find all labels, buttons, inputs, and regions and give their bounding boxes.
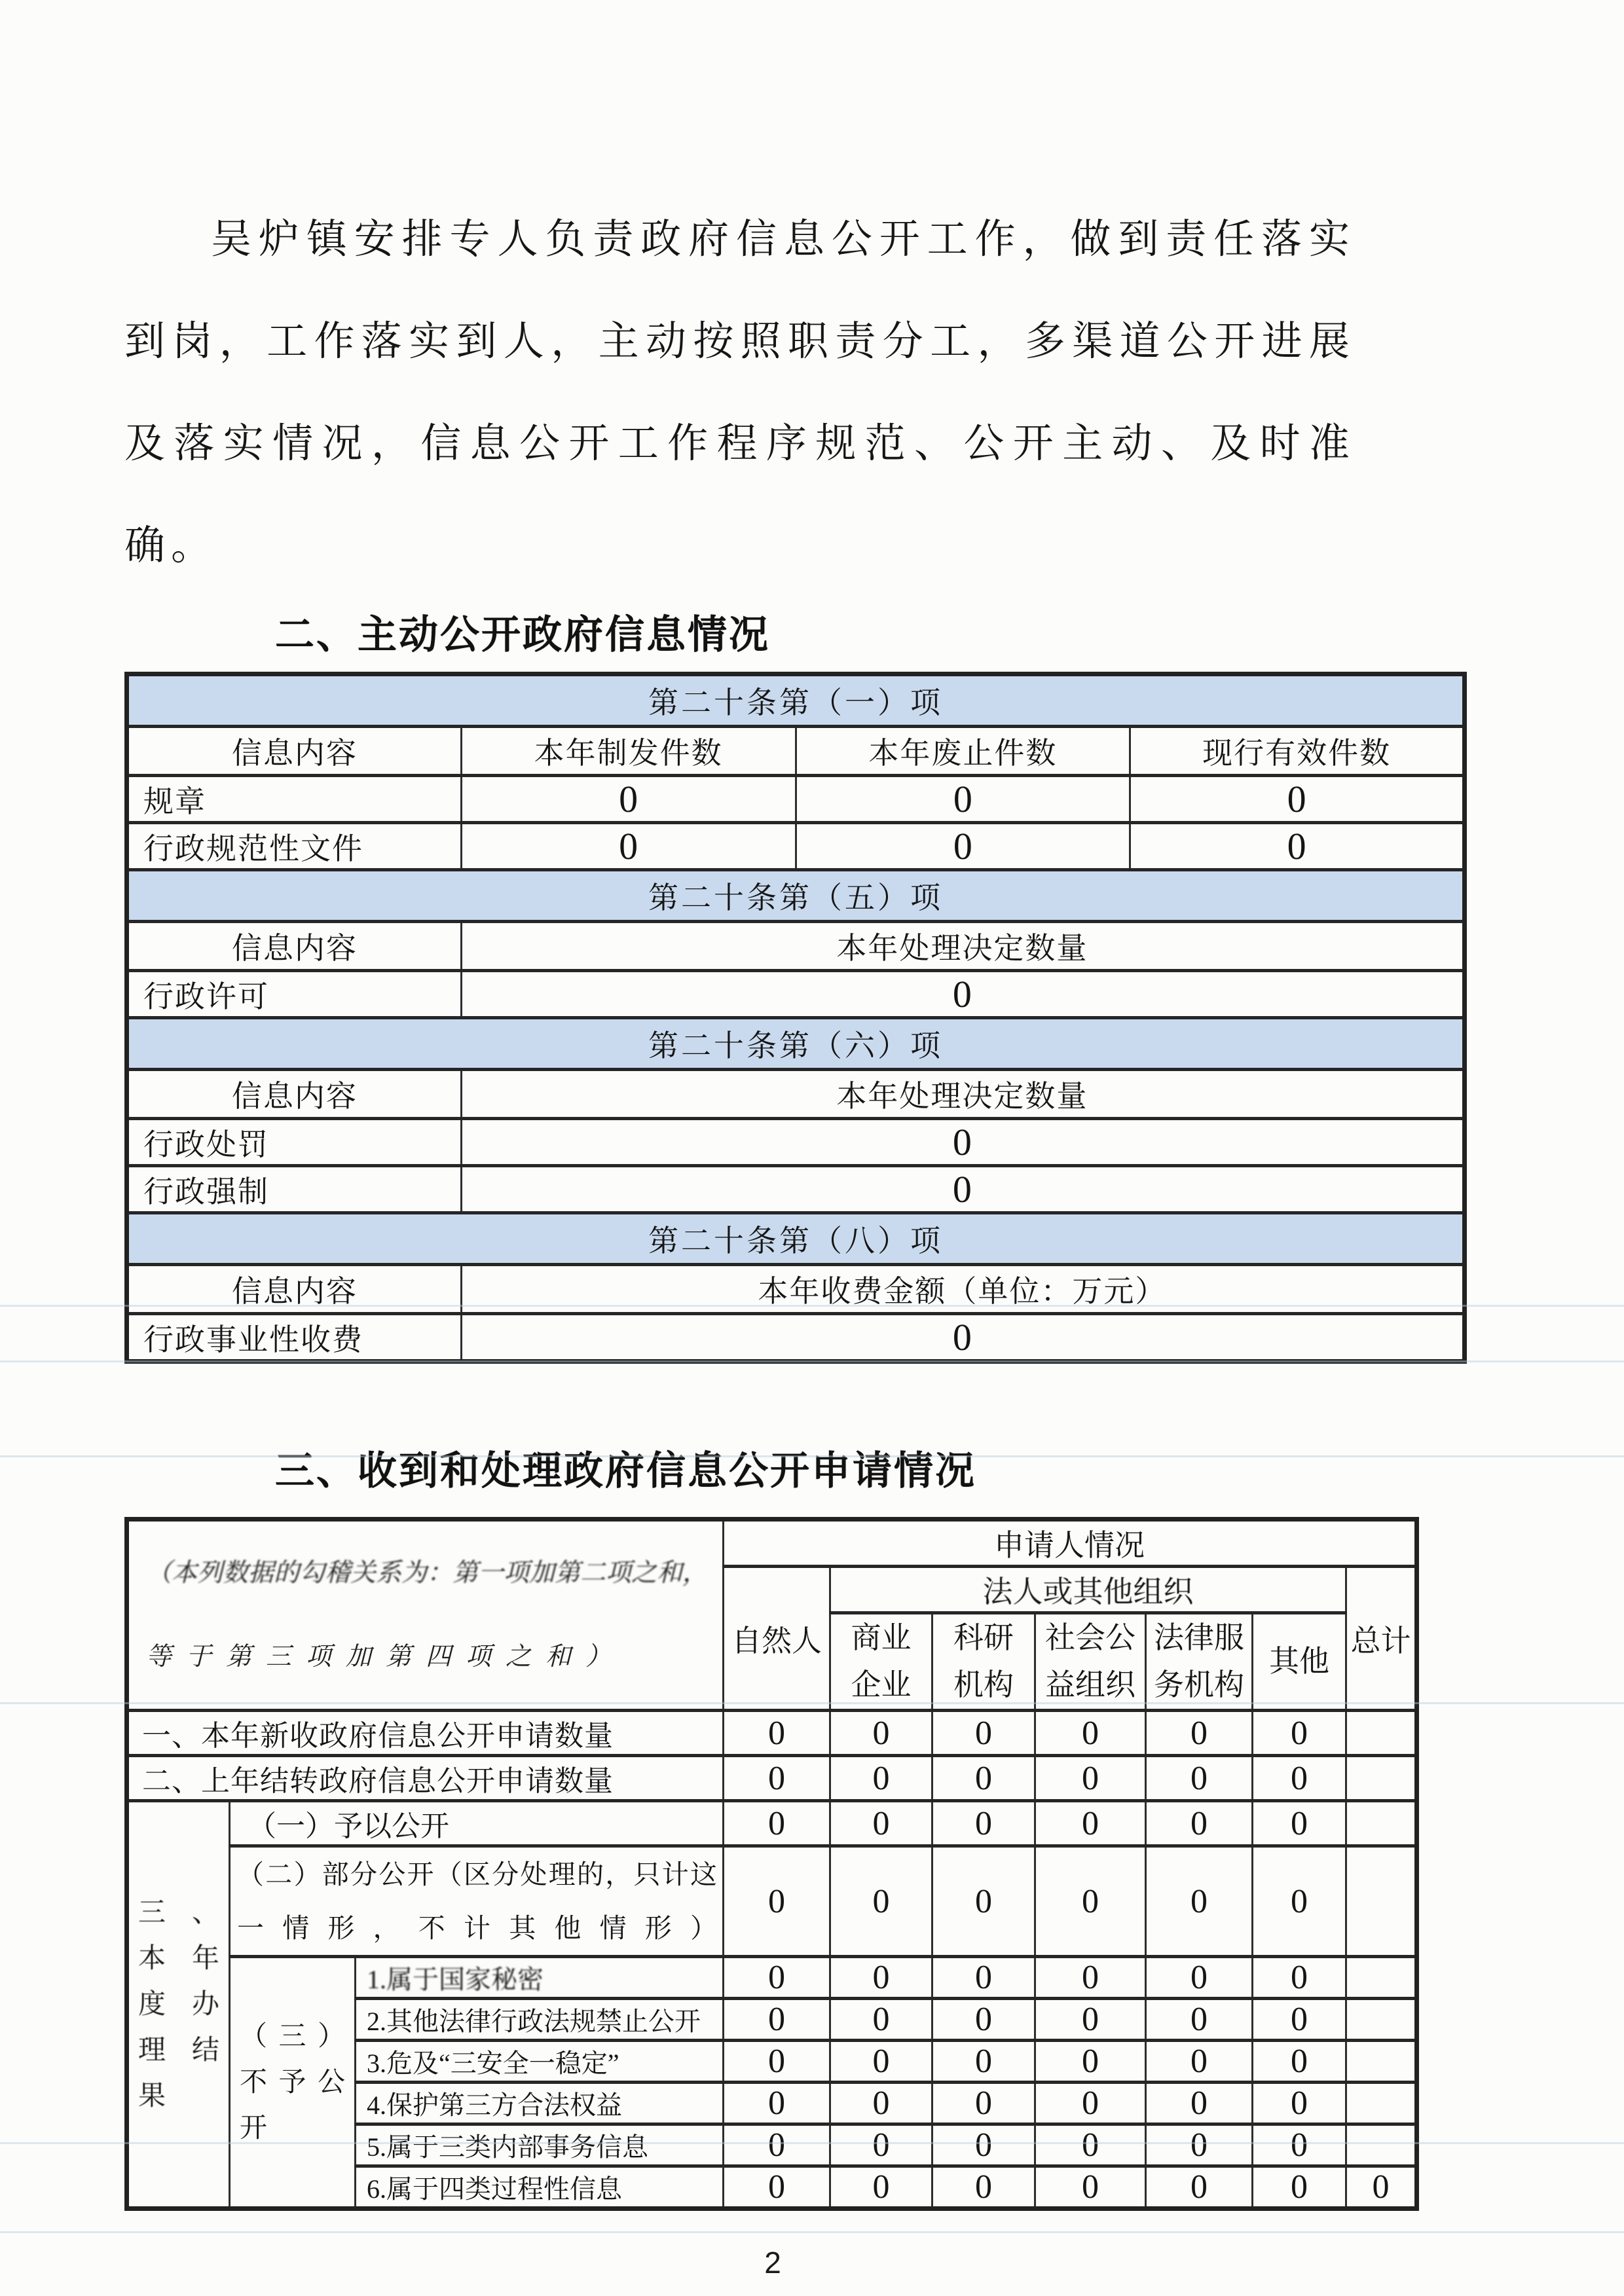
column-header-row: [127, 1070, 1465, 1119]
value-cell: 0: [1253, 1756, 1346, 1801]
value-cell: [1346, 1801, 1417, 1846]
value-cell: 0: [1253, 2166, 1346, 2209]
value-cell: 0: [461, 1166, 1464, 1213]
deny-item-label-cell: 1.属于国家秘密: [356, 1957, 724, 1999]
scan-artifact-line: [0, 2231, 1624, 2233]
deny-item-label-cell: 6.属于四类过程性信息: [356, 2166, 724, 2209]
value-cell: 0: [830, 2124, 932, 2166]
value-cell: 0: [1346, 2166, 1417, 2209]
value-cell: [1346, 2041, 1417, 2083]
section-header-row: [127, 1213, 1465, 1265]
value-cell: 0: [461, 1314, 1464, 1362]
row-label-cell: 行政事业性收费: [127, 1314, 462, 1362]
value-cell: 0: [461, 971, 1464, 1018]
legal-org-header-cell: 法人或其他组织: [830, 1567, 1346, 1613]
value-cell: 0: [830, 1756, 932, 1801]
value-cell: 0: [932, 1756, 1035, 1801]
applicant-header-cell: 申请人情况: [724, 1520, 1417, 1567]
section-header-cell: 第二十条第（六）项: [127, 1018, 1465, 1070]
section-header-cell: 第二十条第（五）项: [127, 870, 1465, 922]
value-cell: 0: [1146, 1756, 1253, 1801]
total-header-cell: 总计: [1346, 1567, 1417, 1711]
column-header-row: [127, 727, 1465, 776]
value-cell: 0: [1035, 1756, 1146, 1801]
deny-group-label-cell: （三）不予公开: [230, 1957, 356, 2209]
value-cell: 0: [932, 2041, 1035, 2083]
value-cell: 0: [932, 1999, 1035, 2041]
sub-header-cell: 其他: [1253, 1613, 1346, 1711]
value-cell: 0: [830, 1711, 932, 1756]
value-cell: 0: [1130, 776, 1465, 823]
table-row: [127, 971, 1465, 1018]
column-header-cell: 本年处理决定数量: [461, 1070, 1464, 1119]
value-cell: 0: [830, 1957, 932, 1999]
value-cell: 0: [1146, 1801, 1253, 1846]
row-label-cell: （一）予以公开: [230, 1801, 724, 1846]
natural-person-header-cell: 自然人: [724, 1567, 830, 1711]
value-cell: 0: [724, 1801, 830, 1846]
value-cell: [1346, 1846, 1417, 1957]
value-cell: 0: [1035, 1957, 1146, 1999]
row-label-cell: 行政处罚: [127, 1119, 462, 1166]
value-cell: 0: [724, 1846, 830, 1957]
value-cell: 0: [1253, 1846, 1346, 1957]
value-cell: 0: [932, 2166, 1035, 2209]
value-cell: 0: [1253, 1957, 1346, 1999]
column-header-cell: 信息内容: [127, 727, 462, 776]
section-header-row: [127, 870, 1465, 922]
value-cell: 0: [796, 776, 1130, 823]
applications-table: [124, 1517, 1419, 2211]
value-cell: 0: [1035, 2166, 1146, 2209]
sub-header-cell: 科研机构: [932, 1613, 1035, 1711]
section-header-cell: 第二十条第（一）项: [127, 674, 1465, 727]
value-cell: 0: [830, 1846, 932, 1957]
value-cell: 0: [1035, 2124, 1146, 2166]
column-header-cell: 信息内容: [127, 922, 462, 971]
table-row: [127, 823, 1465, 870]
value-cell: 0: [1253, 1711, 1346, 1756]
value-cell: 0: [1146, 2083, 1253, 2124]
column-header-row: [127, 922, 1465, 971]
section-header-row: [127, 674, 1465, 727]
column-header-cell: 信息内容: [127, 1265, 462, 1314]
row-label-cell: 一、本年新收政府信息公开申请数量: [127, 1711, 724, 1756]
column-header-cell: 信息内容: [127, 1070, 462, 1119]
value-cell: 0: [724, 1756, 830, 1801]
value-cell: 0: [724, 1999, 830, 2041]
page-number: 2: [764, 2246, 781, 2280]
applicant-header-row: [127, 1520, 1417, 1567]
sub-header-cell: 商业企业: [830, 1613, 932, 1711]
value-cell: 0: [1035, 1711, 1146, 1756]
row-label-cell: 二、上年结转政府信息公开申请数量: [127, 1756, 724, 1801]
table-row: [127, 1314, 1465, 1362]
value-cell: 0: [932, 1801, 1035, 1846]
table-row: [127, 1711, 1417, 1756]
column-header-cell: 本年处理决定数量: [461, 922, 1464, 971]
intro-paragraph: 吴炉镇安排专人负责政府信息公开工作，做到责任落实到岗，工作落实到人，主动按照职责分工，多渠道公开进展及落实情况，信息公开工作程序规范、公开主动、及时准确。: [124, 217, 1356, 568]
column-header-cell: 本年制发件数: [461, 727, 796, 776]
value-cell: 0: [1253, 2124, 1346, 2166]
value-cell: [1346, 1999, 1417, 2041]
value-cell: 0: [1035, 1999, 1146, 2041]
value-cell: [1346, 2083, 1417, 2124]
note-line-2: 等于第三项加第四项之和）: [146, 1643, 626, 1671]
row-label-cell: （二）部分公开（区分处理的，只计这一情形，不计其他情形）: [230, 1846, 724, 1957]
value-cell: [1346, 2124, 1417, 2166]
value-cell: 0: [724, 1957, 830, 1999]
section-header-row: [127, 1018, 1465, 1070]
table-row: [127, 776, 1465, 823]
section-header-cell: 第二十条第（八）项: [127, 1213, 1465, 1265]
value-cell: 0: [724, 2124, 830, 2166]
value-cell: 0: [1146, 1999, 1253, 2041]
value-cell: 0: [932, 1711, 1035, 1756]
deny-item-label-cell: 5.属于三类内部事务信息: [356, 2124, 724, 2166]
value-cell: 0: [830, 1801, 932, 1846]
value-cell: 0: [1146, 2041, 1253, 2083]
section-2-heading: 二、主动公开政府信息情况: [275, 613, 770, 657]
value-cell: 0: [796, 823, 1130, 870]
value-cell: 0: [1130, 823, 1465, 870]
sub-header-cell: 法律服务机构: [1146, 1613, 1253, 1711]
value-cell: 0: [830, 2166, 932, 2209]
column-header-row: [127, 1265, 1465, 1314]
value-cell: 0: [724, 2041, 830, 2083]
value-cell: 0: [1035, 2083, 1146, 2124]
active-disclosure-table: [124, 672, 1467, 1364]
value-cell: 0: [1146, 2166, 1253, 2209]
value-cell: 0: [1253, 1999, 1346, 2041]
value-cell: 0: [1253, 2083, 1346, 2124]
row-label-cell: 行政强制: [127, 1166, 462, 1213]
value-cell: 0: [1253, 1801, 1346, 1846]
value-cell: 0: [1146, 2124, 1253, 2166]
note-line-1: （本列数据的勾稽关系为：第一项加第二项之和，: [146, 1559, 709, 1587]
table-row: [127, 1756, 1417, 1801]
row-label-cell: 规章: [127, 776, 462, 823]
value-cell: 0: [1035, 1801, 1146, 1846]
deny-item-label-cell: 4.保护第三方合法权益: [356, 2083, 724, 2124]
value-cell: 0: [461, 776, 796, 823]
value-cell: 0: [932, 2083, 1035, 2124]
sub-header-cell: 社会公益组织: [1035, 1613, 1146, 1711]
value-cell: 0: [830, 2083, 932, 2124]
value-cell: 0: [1035, 2041, 1146, 2083]
value-cell: 0: [830, 1999, 932, 2041]
table-row: [127, 1119, 1465, 1166]
value-cell: 0: [932, 1957, 1035, 1999]
value-cell: 0: [1035, 1846, 1146, 1957]
value-cell: 0: [1146, 1957, 1253, 1999]
deny-item-label-cell: 3.危及“三安全一稳定”: [356, 2041, 724, 2083]
column-header-cell: 现行有效件数: [1130, 727, 1465, 776]
value-cell: 0: [932, 2124, 1035, 2166]
column-header-cell: 本年收费金额（单位：万元）: [461, 1265, 1464, 1314]
column-header-cell: 本年废止件数: [796, 727, 1130, 776]
value-cell: 0: [932, 1846, 1035, 1957]
value-cell: 0: [724, 2083, 830, 2124]
value-cell: 0: [724, 1711, 830, 1756]
note-cell: [127, 1520, 724, 1711]
value-cell: 0: [1253, 2041, 1346, 2083]
value-cell: [1346, 1711, 1417, 1756]
value-cell: 0: [1146, 1846, 1253, 1957]
value-cell: 0: [830, 2041, 932, 2083]
table-row: [127, 1957, 1417, 1999]
deny-item-label-cell: 2.其他法律行政法规禁止公开: [356, 1999, 724, 2041]
value-cell: 0: [461, 1119, 1464, 1166]
table-row: [127, 1801, 1417, 1846]
value-cell: 0: [724, 2166, 830, 2209]
table-row: [127, 1846, 1417, 1957]
value-cell: 0: [1146, 1711, 1253, 1756]
section-3-heading: 三、收到和处理政府信息公开申请情况: [275, 1449, 976, 1493]
result-group-label-cell: 三、本年度办理结果: [127, 1801, 230, 2209]
row-label-cell: 行政规范性文件: [127, 823, 462, 870]
table-row: [127, 1166, 1465, 1213]
value-cell: [1346, 1957, 1417, 1999]
value-cell: [1346, 1756, 1417, 1801]
row-label-cell: 行政许可: [127, 971, 462, 1018]
value-cell: 0: [461, 823, 796, 870]
